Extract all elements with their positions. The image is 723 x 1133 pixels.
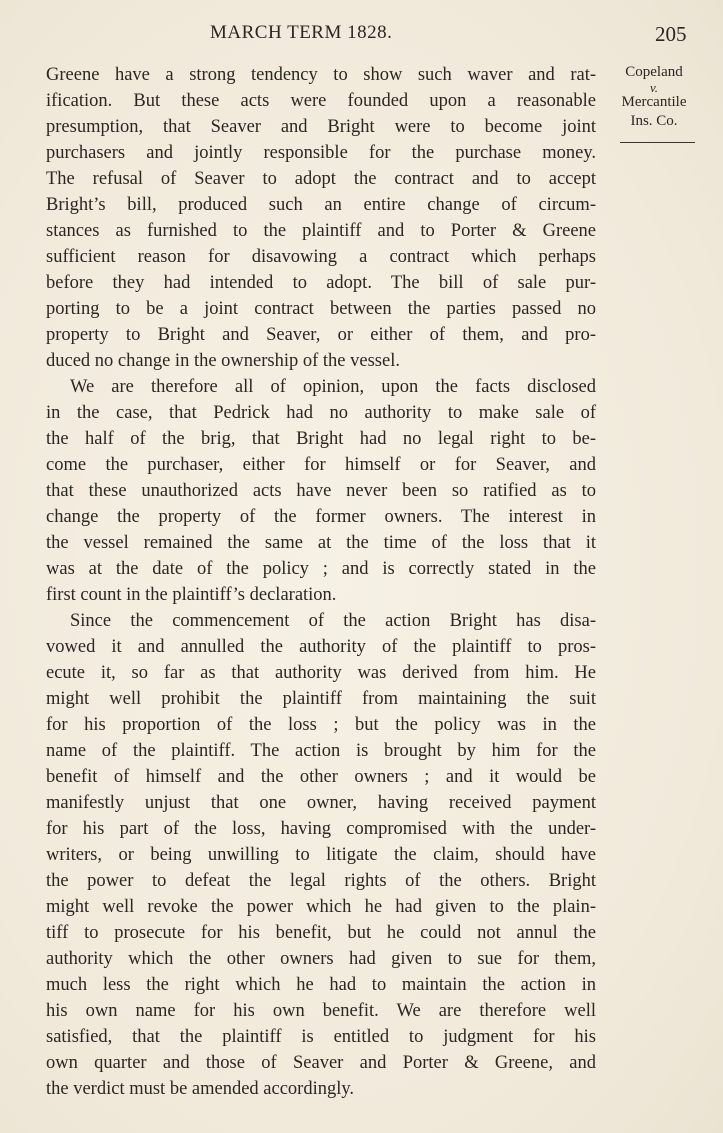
text-line: manifestly unjust that one owner, having received payment bbox=[46, 793, 596, 813]
text-line: much less the right which he had to maintain the action in bbox=[46, 975, 596, 995]
margin-caption-defendant-suffix: Ins. Co. bbox=[630, 113, 678, 129]
opinion-text bbox=[46, 62, 596, 1102]
text-line: property to Bright and Seaver, or either of them, and pro- bbox=[46, 325, 596, 345]
text-line: ification. But these acts were founded upon a reasonable bbox=[46, 91, 596, 111]
text-line: satisfied, that the plaintiff is entitled to judgment for his bbox=[46, 1027, 596, 1047]
paragraph-start-line: We are therefore all of opinion, upon the facts disclosed bbox=[70, 377, 596, 397]
text-line: might well revoke the power which he had given to the plain- bbox=[46, 897, 596, 917]
text-line: before they had intended to adopt. The bill of sale pur- bbox=[46, 273, 596, 293]
text-line: Bright’s bill, produced such an entire change of circum- bbox=[46, 195, 596, 215]
text-line: vowed it and annulled the authority of the plaintiff to pros- bbox=[46, 637, 596, 657]
page-number: 205 bbox=[655, 22, 687, 46]
text-line: the vessel remained the same at the time of the loss that it bbox=[46, 533, 596, 553]
text-line: authority which the other owners had given to sue for them, bbox=[46, 949, 596, 969]
text-line: porting to be a joint contract between the parties passed no bbox=[46, 299, 596, 319]
text-line: for his part of the loss, having compromised with the under- bbox=[46, 819, 596, 839]
text-line: in the case, that Pedrick had no authority to make sale of bbox=[46, 403, 596, 423]
paragraph-end-line: first count in the plaintiff’s declaration. bbox=[46, 585, 337, 605]
running-head bbox=[0, 22, 723, 50]
margin-caption-rule bbox=[620, 142, 695, 143]
paragraph-start-line: Since the commencement of the action Bright has disa- bbox=[70, 611, 596, 631]
text-line: presumption, that Seaver and Bright were to become joint bbox=[46, 117, 596, 137]
margin-caption-plaintiff: Copeland bbox=[625, 64, 683, 80]
margin-case-caption bbox=[606, 63, 702, 131]
text-line: The refusal of Seaver to adopt the contract and to accept bbox=[46, 169, 596, 189]
text-line: writers, or being unwilling to litigate the claim, should have bbox=[46, 845, 596, 865]
text-line: benefit of himself and the other owners ; and it would be bbox=[46, 767, 596, 787]
text-line: Greene have a strong tendency to show such waver and rat- bbox=[46, 65, 596, 85]
text-line: might well prohibit the plaintiff from maintaining the suit bbox=[46, 689, 596, 709]
text-line: sufficient reason for disavowing a contract which perhaps bbox=[46, 247, 596, 267]
text-line: tiff to prosecute for his benefit, but he could not annul the bbox=[46, 923, 596, 943]
text-line: own quarter and those of Seaver and Porter & Greene, and bbox=[46, 1053, 596, 1073]
text-line: his own name for his own benefit. We are therefore well bbox=[46, 1001, 596, 1021]
paragraph-end-line: duced no change in the ownership of the vessel. bbox=[46, 351, 400, 371]
text-line: stances as furnished to the plaintiff and to Porter & Greene bbox=[46, 221, 596, 241]
margin-caption-versus: v. bbox=[649, 80, 659, 95]
paragraph-end-line: the verdict must be amended accordingly. bbox=[46, 1079, 355, 1099]
text-line: the power to defeat the legal rights of the others. Bright bbox=[46, 871, 596, 891]
text-line: ecute it, so far as that authority was derived from him. He bbox=[46, 663, 596, 683]
text-line: the half of the brig, that Bright had no legal right to be- bbox=[46, 429, 596, 449]
text-line: that these unauthorized acts have never been so ratified as to bbox=[46, 481, 596, 501]
text-line: for his proportion of the loss ; but the policy was in the bbox=[46, 715, 596, 735]
text-line: was at the date of the policy ; and is correctly stated in the bbox=[46, 559, 596, 579]
text-line: come the purchaser, either for himself or for Seaver, and bbox=[46, 455, 596, 475]
text-line: purchasers and jointly responsible for the purchase money. bbox=[46, 143, 596, 163]
running-head-title: MARCH TERM 1828. bbox=[210, 22, 393, 43]
text-line: change the property of the former owners. The interest in bbox=[46, 507, 596, 527]
margin-caption-defendant: Mercantile bbox=[621, 94, 687, 110]
text-line: name of the plaintiff. The action is brought by him for the bbox=[46, 741, 596, 761]
